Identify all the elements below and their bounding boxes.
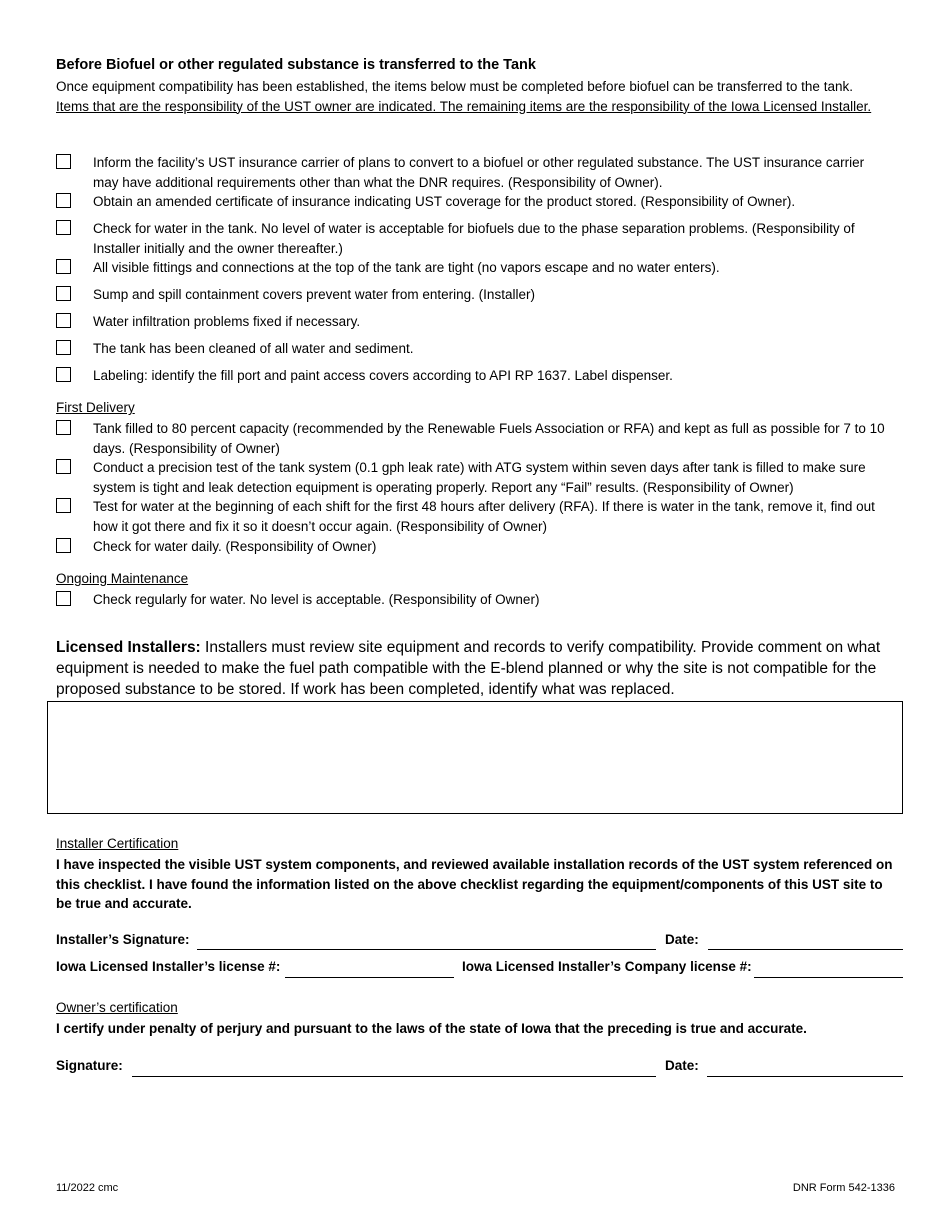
checkbox[interactable] (56, 340, 71, 355)
checkbox[interactable] (56, 459, 71, 474)
checkbox[interactable] (56, 154, 71, 169)
checklist-item-text: Check for water daily. (Responsibility of Owner) (93, 539, 377, 554)
checkbox[interactable] (56, 591, 71, 606)
installer-date-field[interactable] (708, 931, 903, 950)
checklist-item-text: Tank filled to 80 percent capacity (recommended by the Renewable Fuels Association or RFA) and kept as full as possible for 7 to 10 days. (Responsibility of Owner) (93, 421, 885, 456)
installer-comment-box[interactable] (47, 701, 903, 814)
installer-certification-text: I have inspected the visible UST system components, and reviewed available installation records of the UST system referenced on this checklist. I have found the information listed on the above checklist regarding the equipment/components of this UST site to be true and accurate. (56, 857, 893, 911)
checklist-item-text: Inform the facility’s UST insurance carrier of plans to convert to a biofuel or other regulated substance. The UST insurance carrier may have additional requirements other than what the DNR requires. (Responsibility of Owner). (93, 155, 865, 190)
checkbox[interactable] (56, 420, 71, 435)
checklist-item-text: Check regularly for water. No level is acceptable. (Responsibility of Owner) (93, 592, 540, 607)
installer-signature-field[interactable] (197, 931, 656, 950)
licensed-installers-paragraph (56, 637, 906, 700)
checklist-item-text: The tank has been cleaned of all water and sediment. (93, 341, 414, 356)
owner-date-field[interactable] (707, 1058, 903, 1077)
installer-license-label: Iowa Licensed Installer’s license #: (56, 959, 281, 974)
installer-license-field[interactable] (285, 959, 454, 978)
owner-signature-field[interactable] (132, 1058, 656, 1077)
checklist-item-text: Test for water at the beginning of each shift for the first 48 hours after delivery (RFA). If there is water in the tank, remove it, find out how it got there and fix it so it doesn’t occur again. (Responsibility of Owner) (93, 499, 875, 534)
section-heading: Before Biofuel or other regulated substance is transferred to the Tank (56, 57, 536, 73)
checkbox[interactable] (56, 259, 71, 274)
checklist-item-text: Sump and spill containment covers prevent water from entering. (Installer) (93, 287, 535, 302)
ongoing-maintenance-label: Ongoing Maintenance (56, 571, 189, 586)
intro-text: Once equipment compatibility has been established, the items below must be completed before biofuel can be transferred to the tank. (56, 79, 853, 94)
owner-certification-text: I certify under penalty of perjury and pursuant to the laws of the state of Iowa that the preceding is true and accurate. (56, 1021, 807, 1036)
checklist-item-text: All visible fittings and connections at the top of the tank are tight (no vapors escape and no water enters). (93, 260, 720, 275)
installer-signature-label: Installer’s Signature: (56, 932, 190, 947)
installer-date-label: Date: (665, 932, 699, 947)
owner-date-label: Date: (665, 1058, 699, 1073)
checkbox[interactable] (56, 313, 71, 328)
company-license-field[interactable] (754, 959, 903, 978)
footer-date-code: 11/2022 cmc (56, 1182, 119, 1194)
checklist-item-text: Water infiltration problems fixed if necessary. (93, 314, 361, 329)
checklist-item-text: Labeling: identify the fill port and paint access covers according to API RP 1637. Label dispenser. (93, 368, 673, 383)
checklist-item-text: Obtain an amended certificate of insurance indicating UST coverage for the product stored. (Responsibility of Owner). (93, 194, 796, 209)
checkbox[interactable] (56, 286, 71, 301)
checkbox[interactable] (56, 498, 71, 513)
owner-certification-label: Owner’s certification (56, 1000, 178, 1015)
checkbox[interactable] (56, 538, 71, 553)
checkbox[interactable] (56, 367, 71, 382)
first-delivery-label: First Delivery (56, 400, 135, 415)
checkbox[interactable] (56, 220, 71, 235)
owner-signature-label: Signature: (56, 1058, 123, 1073)
licensed-installers-text: Installers must review site equipment and records to verify compatibility. Provide comment on what equipment is needed to make the fuel path compatible with the E-blend planned or why the site is not compatible for the proposed substance to be stored. If work has been completed, identify what was replaced. (56, 639, 881, 698)
company-license-label: Iowa Licensed Installer’s Company license #: (462, 959, 752, 974)
checkbox[interactable] (56, 193, 71, 208)
licensed-installers-label: Licensed Installers: (56, 639, 201, 656)
installer-certification-label: Installer Certification (56, 836, 179, 851)
intro-responsibility-note: Items that are the responsibility of the UST owner are indicated. The remaining items are the responsibility of the Iowa Licensed Installer. (56, 98, 872, 114)
checklist-item-text: Check for water in the tank. No level of water is acceptable for biofuels due to the phase separation problems. (Responsibility of Installer initially and the owner thereafter.) (93, 221, 855, 256)
checklist-item-text: Conduct a precision test of the tank system (0.1 gph leak rate) with ATG system within seven days after tank is filled to make sure system is tight and leak detection equipment is operating properly. Report any “Fail” results. (Responsibility of Owner) (93, 460, 866, 495)
section-intro (56, 77, 886, 116)
footer-form-number: DNR Form 542-1336 (792, 1182, 895, 1194)
